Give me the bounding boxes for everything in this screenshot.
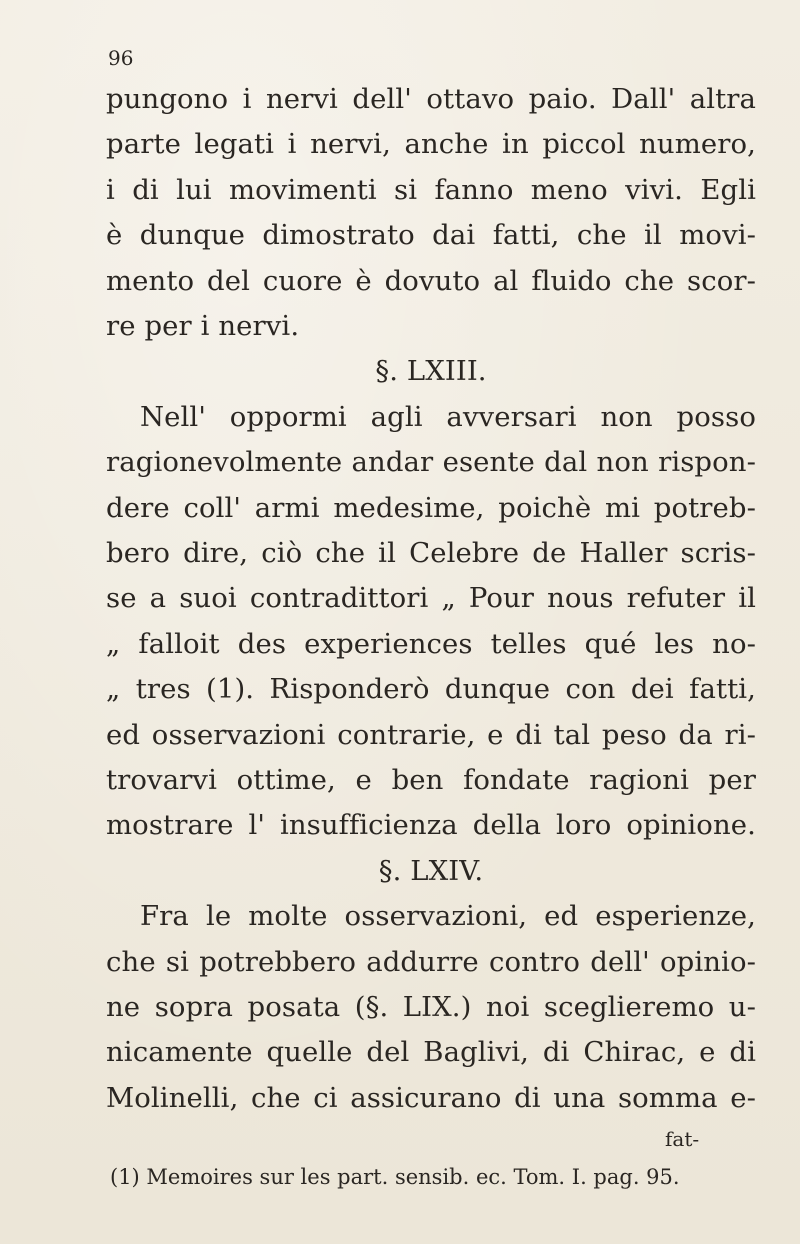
text-line-9: ragionevolmente andar esente dal non rispon- (106, 446, 756, 478)
text-line-20: che si potrebbero addurre contro dell' opinio- (106, 946, 756, 978)
text-line-8: Nell' oppormi agli avversari non posso (140, 401, 756, 433)
footnote: (1) Memoires sur les part. sensib. ec. Tom. I. pag. 95. (110, 1165, 680, 1189)
text-line-23: Molinelli, che ci assicurano di una somma e- (106, 1082, 756, 1114)
text-line-22: nicamente quelle del Baglivi, di Chirac, e di (106, 1036, 756, 1068)
text-line-12: se a suoi contradittori „ Pour nous refuter il (106, 582, 756, 614)
catchword: fat- (665, 1127, 700, 1151)
text-line-6: re per i nervi. (106, 310, 300, 342)
text-line-13: „ falloit des experiences telles qué les no- (106, 628, 756, 660)
text-line-14: „ tres (1). Risponderò dunque con dei fatti, (106, 673, 756, 705)
text-line-5: mento del cuore è dovuto al fluido che scor- (106, 265, 756, 297)
page-number: 96 (108, 46, 134, 70)
text-line-19: Fra le molte osservazioni, ed esperienze, (140, 900, 756, 932)
text-line-11: bero dire, ciò che il Celebre de Haller scris- (106, 537, 756, 569)
text-line-21: ne sopra posata (§. LIX.) noi sceglieremo u- (106, 991, 756, 1023)
text-line-1: pungono i nervi dell' ottavo paio. Dall' altra (106, 83, 756, 115)
text-line-15: ed osservazioni contrarie, e di tal peso da ri- (106, 719, 756, 751)
text-line-2: parte legati i nervi, anche in piccol numero, (106, 128, 756, 160)
text-line-16: trovarvi ottime, e ben fondate ragioni per (106, 764, 756, 796)
section-heading-lxiv: §. LXIV. (378, 855, 484, 887)
text-line-3: i di lui movimenti si fanno meno vivi. Egli (106, 174, 756, 206)
section-heading-lxiii: §. LXIII. (375, 355, 487, 387)
text-line-17: mostrare l' insufficienza della loro opinione. (106, 809, 756, 841)
text-line-10: dere coll' armi medesime, poichè mi potreb- (106, 492, 756, 524)
text-line-4: è dunque dimostrato dai fatti, che il movi- (106, 219, 756, 251)
